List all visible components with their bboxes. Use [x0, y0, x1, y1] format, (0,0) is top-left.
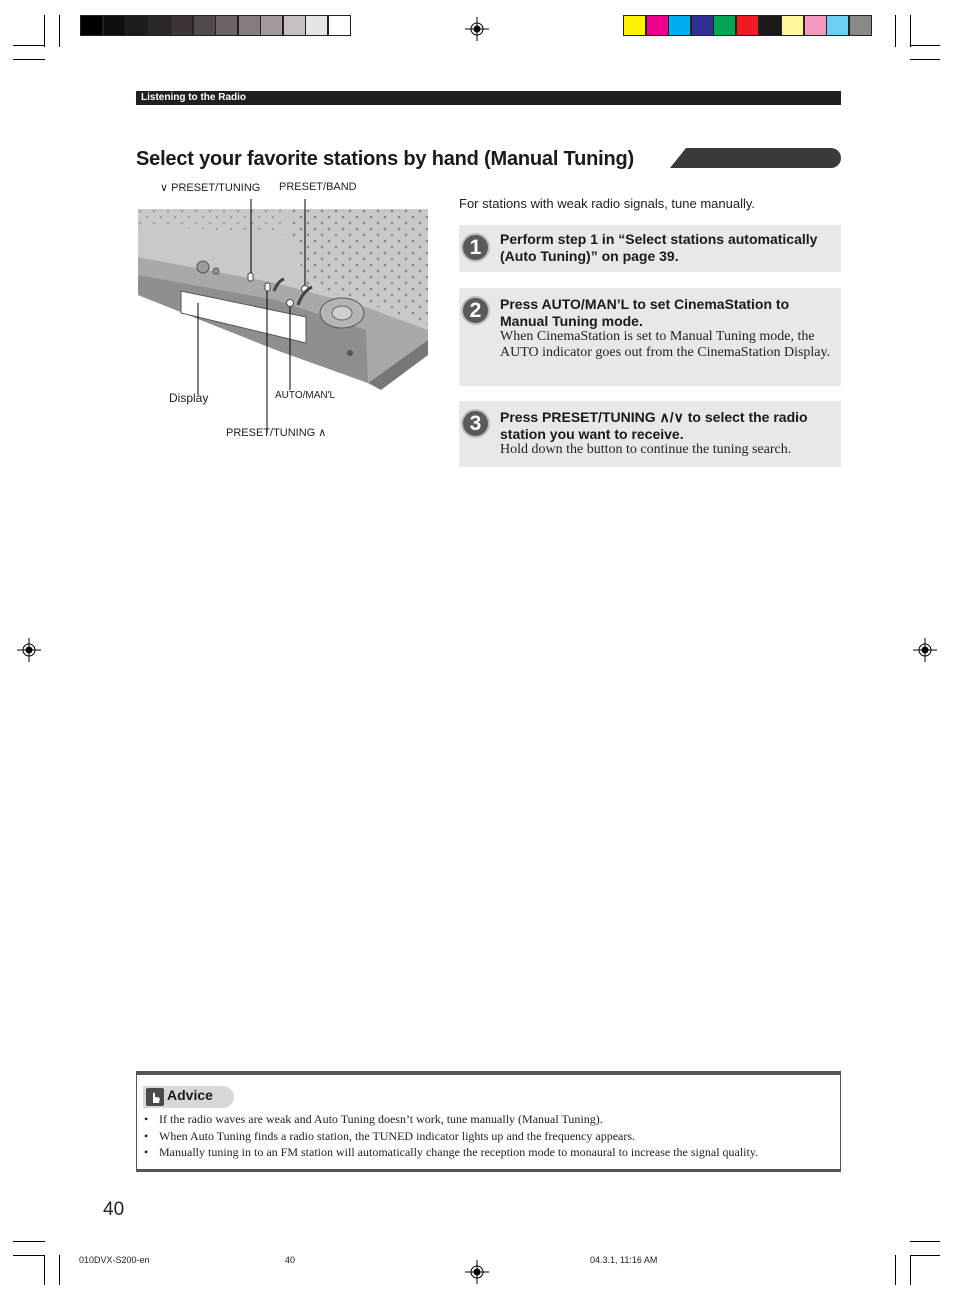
crop-mark [910, 59, 940, 60]
label-display: Display [169, 391, 209, 405]
color-swatch [736, 15, 759, 36]
grayscale-swatch [80, 15, 103, 36]
step-number-badge: 1 [461, 233, 490, 262]
grayscale-swatch [170, 15, 193, 36]
label-preset-tuning-up: PRESET/TUNING ∧ [226, 427, 327, 439]
footer-page: 40 [285, 1255, 296, 1265]
registration-mark-icon [17, 638, 41, 662]
device-illustration [136, 195, 431, 445]
step-number-badge: 2 [461, 296, 490, 325]
color-swatch [713, 15, 736, 36]
crop-mark [910, 45, 940, 46]
grayscale-swatch [328, 15, 351, 36]
section-header-label: Listening to the Radio [141, 92, 246, 103]
crop-mark [910, 15, 911, 47]
advice-item: • When Auto Tuning finds a radio station, the TUNED indicator lights up and the frequency appears. [144, 1128, 834, 1145]
registration-mark-icon [465, 17, 489, 41]
color-swatch [759, 15, 782, 36]
crop-mark [59, 15, 60, 47]
crop-mark [44, 1255, 45, 1285]
color-swatch [781, 15, 804, 36]
crop-mark [910, 1255, 911, 1285]
advice-label: Advice [167, 1087, 213, 1103]
footer-file-id: 010DVX-S200-en [79, 1255, 150, 1265]
page-title: Select your favorite stations by hand (Manual Tuning) [136, 148, 634, 170]
power-button-icon [197, 261, 209, 273]
crop-mark [44, 15, 45, 47]
section-header-bar [136, 91, 841, 105]
step-heading: Press AUTO/MAN’L to set CinemaStation to Manual Tuning mode. [500, 296, 790, 329]
page-number: 40 [103, 1199, 125, 1220]
label-auto-manl: AUTO/MAN'L [275, 390, 336, 401]
advice-list [144, 1111, 834, 1161]
title-decoration-tab [686, 148, 841, 168]
step-number-badge: 3 [461, 409, 490, 438]
step-heading: Perform step 1 in “Select stations automatically (Auto Tuning)” on page 39. [500, 231, 818, 264]
preset-tuning-up-button-icon [265, 283, 270, 291]
step-card [459, 401, 841, 467]
color-swatch [623, 15, 646, 36]
advice-item: • Manually tuning in to an FM station will automatically change the reception mode to monaural to increase the signal quality. [144, 1144, 834, 1161]
crop-mark [910, 1255, 940, 1256]
intro-text: For stations with weak radio signals, tune manually. [459, 196, 756, 211]
preset-tuning-down-button-icon [248, 273, 253, 281]
grayscale-swatch [148, 15, 171, 36]
color-swatch [668, 15, 691, 36]
registration-mark-icon [913, 638, 937, 662]
crop-mark [910, 1241, 940, 1242]
grayscale-swatch [193, 15, 216, 36]
label-preset-tuning-down: ∨ PRESET/TUNING [160, 182, 261, 194]
grayscale-swatch [260, 15, 283, 36]
footer-timestamp: 04.3.1, 11:16 AM [590, 1255, 658, 1265]
grayscale-swatch [125, 15, 148, 36]
color-swatch [826, 15, 849, 36]
step-body: Hold down the button to continue the tuning search. [500, 442, 792, 457]
registration-mark-icon [465, 1260, 489, 1284]
color-swatch [691, 15, 714, 36]
grayscale-swatch [238, 15, 261, 36]
crop-mark [13, 1241, 45, 1242]
step-card [459, 288, 841, 386]
step-heading: Press PRESET/TUNING ∧/∨ to select the radio station you want to receive. [500, 409, 808, 442]
crop-mark [13, 45, 45, 46]
crop-mark [59, 1255, 60, 1285]
grayscale-swatch [305, 15, 328, 36]
step-body: When CinemaStation is set to Manual Tuning mode, the AUTO indicator goes out from the CinemaStation Display. [500, 329, 831, 360]
color-swatch [849, 15, 872, 36]
crop-mark [895, 1255, 896, 1285]
crop-mark [895, 15, 896, 47]
hand-pointer-icon [146, 1088, 164, 1106]
label-preset-band: PRESET/BAND [279, 181, 357, 193]
grayscale-swatch [103, 15, 126, 36]
color-swatch [804, 15, 827, 36]
crop-mark [13, 1255, 45, 1256]
grayscale-swatch [283, 15, 306, 36]
grayscale-swatch [215, 15, 238, 36]
crop-mark [13, 59, 45, 60]
advice-item: • If the radio waves are weak and Auto Tuning doesn’t work, tune manually (Manual Tuning). [144, 1111, 834, 1128]
step-card [459, 225, 841, 272]
color-swatch [646, 15, 669, 36]
auto-manl-button-icon [287, 300, 294, 307]
